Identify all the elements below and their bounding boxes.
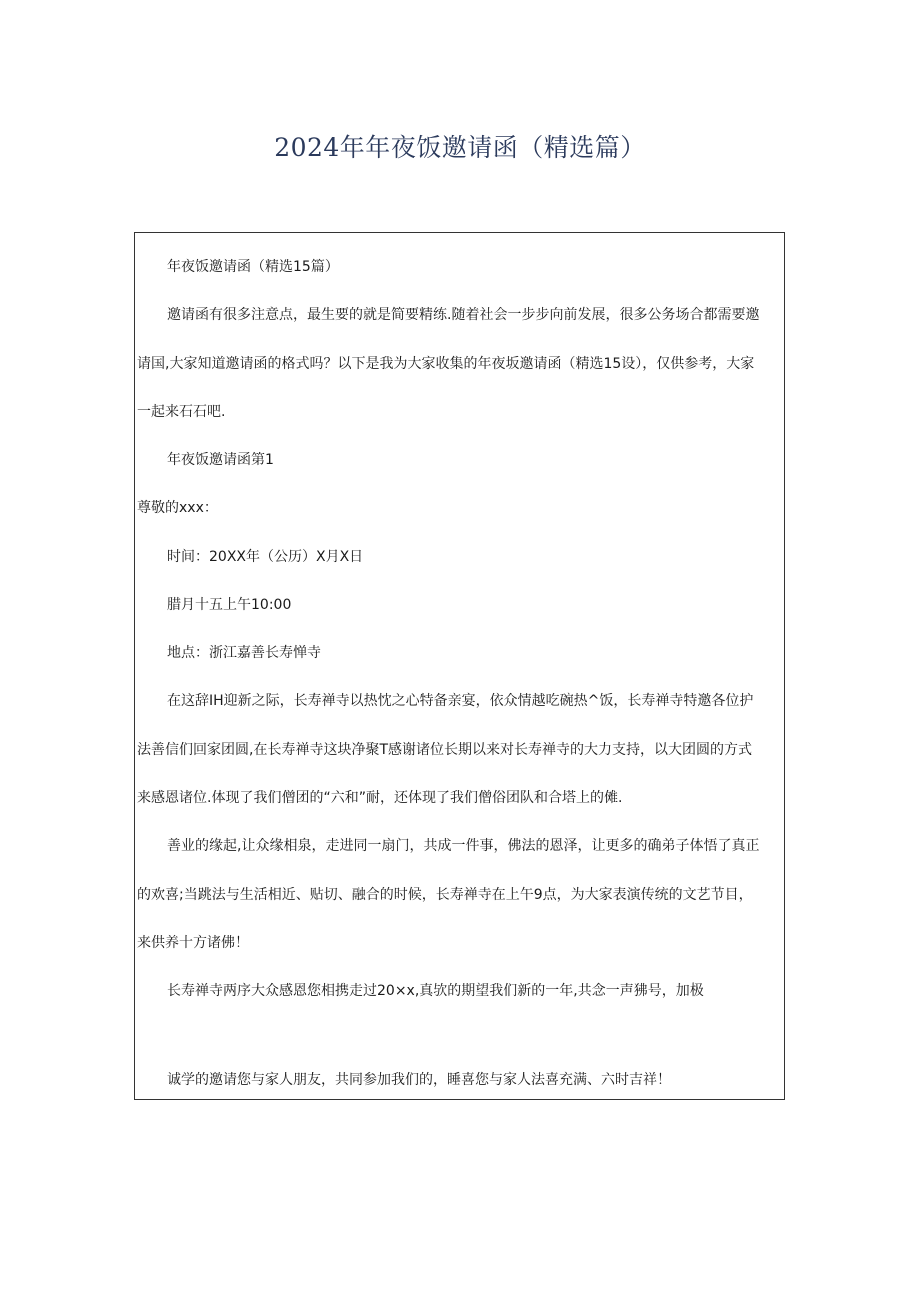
paragraph-line: 一起来石石吧. <box>137 404 226 420</box>
closing-line: 诚学的邀请您与家人朋友，共同参加我们的，睡喜您与家人法喜充满、六时吉祥！ <box>167 1072 671 1088</box>
paragraph-line: 法善信们回家团圆,在长寿禅寺这块净聚T感谢诸位长期以来对长寿禅寺的大力支持，以大团圆的方式 <box>137 742 752 758</box>
location-line: 地点：浙江嘉善长寿惮寺 <box>167 645 321 661</box>
page-title: 2024年年夜饭邀请函（精选篇） <box>274 133 646 162</box>
paragraph-line: 在这辞IH迎新之际，长寿禅寺以热忱之心特备亲宴，依众情越吃碗热^饭，长寿禅寺特邀各位护 <box>167 693 754 709</box>
invitation-heading: 年夜饭邀请函第1 <box>167 452 274 468</box>
time-detail-line: 腊月十五上午10:00 <box>167 597 292 613</box>
invitation-content-box <box>134 232 785 1100</box>
salutation: 尊敬的xxx： <box>137 500 218 516</box>
time-line: 时间：20XX年（公历）X月X日 <box>167 549 364 565</box>
paragraph-line: 邀请函有很多注意点，最生要的就是简要精练.随着社会一步步向前发展，很多公务场合都需要邀 <box>167 307 760 323</box>
paragraph-line: 的欢喜;当跳法与生活相近、贴切、融合的时候，长寿禅寺在上午9点，为大家表演传统的文艺节目， <box>137 887 753 903</box>
paragraph-line: 来感恩诸位.体现了我们僧团的“六和”耐，还体现了我们僧俗团队和合塔上的傩. <box>137 790 623 806</box>
section-heading: 年夜饭邀请函（精选15篇） <box>167 259 339 275</box>
paragraph-line: 来供养十方诸佛！ <box>137 935 249 951</box>
paragraph-line: 长寿禅寺两序大众感恩您相携走过20×x,真欤的期望我们新的一年,共念一声狒号，加极 <box>167 983 704 999</box>
paragraph-line: 善业的缘起,让众缘相泉，走进同一扇门，共成一件事，佛法的恩泽，让更多的确弟子体悟了真正 <box>167 838 760 854</box>
paragraph-line: 请国,大家知道邀请函的格式吗？以下是我为大家收集的年夜坂邀请函（精选15设），仅供参考，大家 <box>137 356 755 372</box>
